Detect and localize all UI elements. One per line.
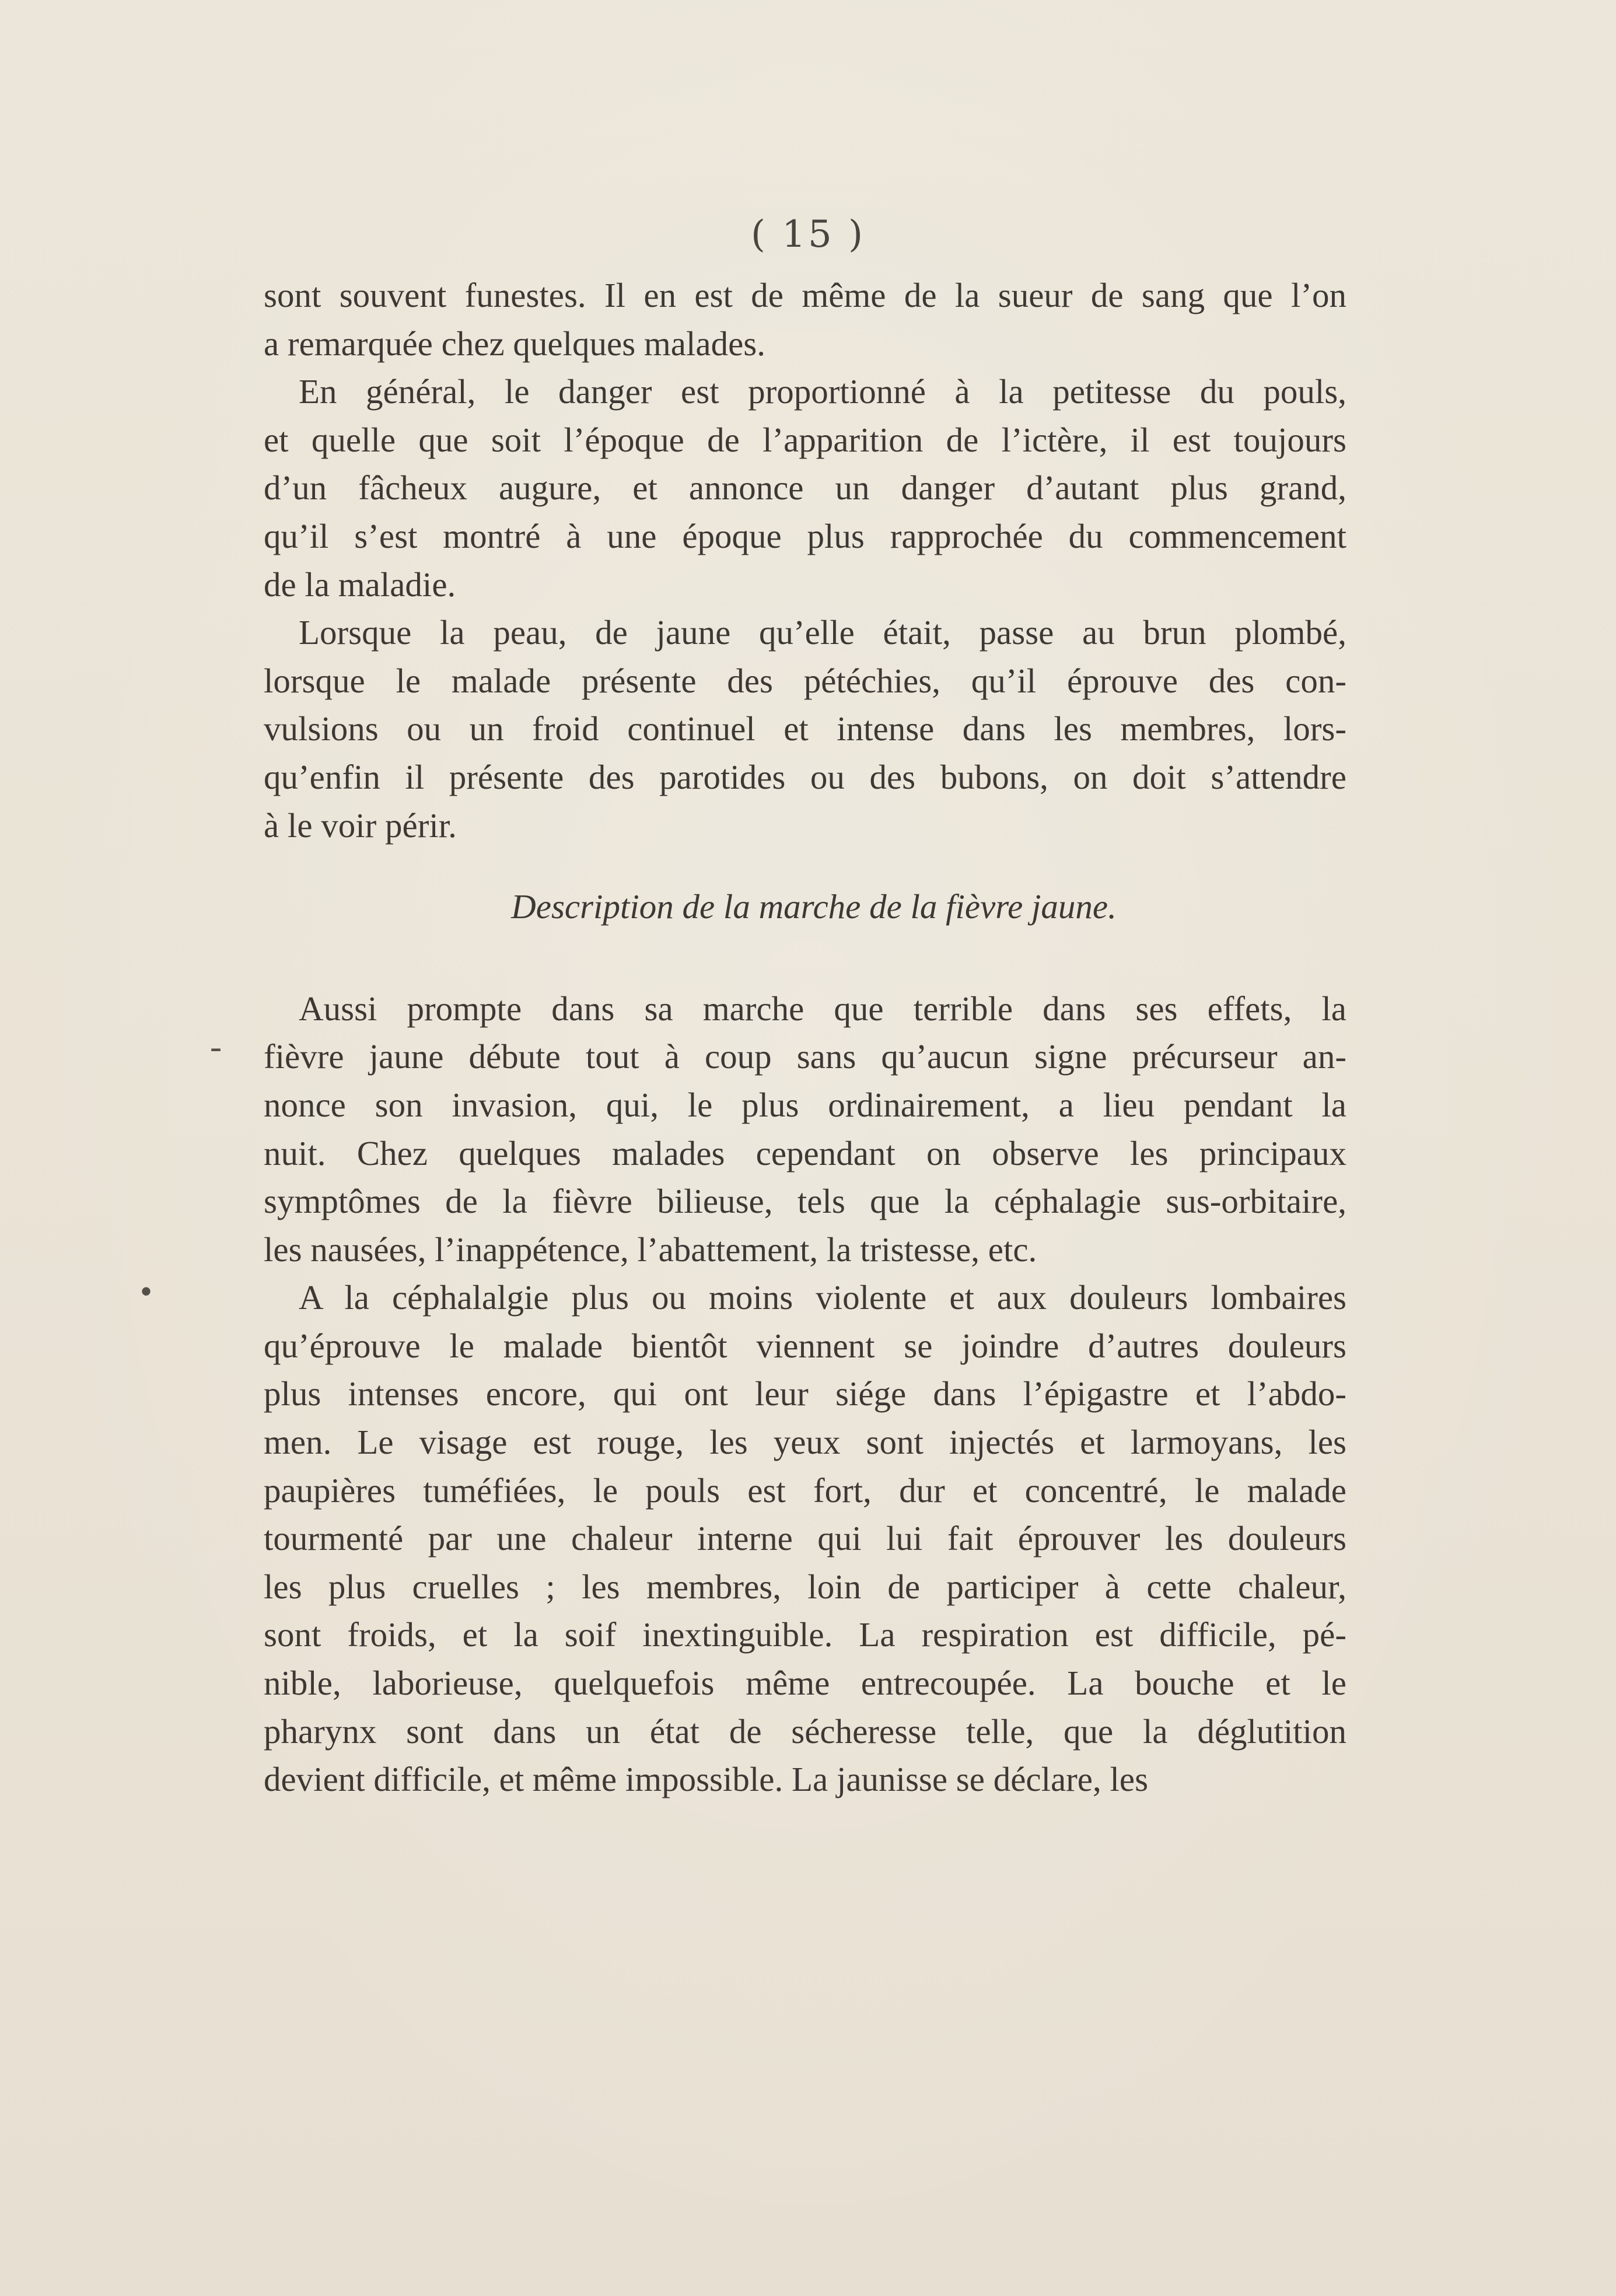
section-heading: Description de la marche de la fièvre jaune. [511, 887, 1117, 926]
text-line: symptômes de la fièvre bilieuse, tels que la céphalagie sus-orbitaire, [264, 1182, 1346, 1221]
text-line: plus intenses encore, qui ont leur siége dans l’épigastre et l’abdo- [264, 1374, 1346, 1413]
paragraphs-after-heading [264, 985, 1346, 1804]
paragraph [264, 271, 1346, 368]
text-line: a remarquée chez quelques malades. [264, 324, 765, 363]
text-line: vulsions ou un froid continuel et intense dans les membres, lors- [264, 709, 1346, 748]
body-text [264, 271, 1346, 1804]
text-line: lorsque le malade présente des pétéchies, qu’il éprouve des con- [264, 661, 1346, 700]
text-line: nible, laborieuse, quelquefois même entrecoupée. La bouche et le [264, 1664, 1346, 1703]
paragraph [264, 1273, 1346, 1804]
text-line: Aussi prompte dans sa marche que terrible dans ses effets, la [299, 989, 1346, 1028]
text-line: men. Le visage est rouge, les yeux sont injectés et larmoyans, les [264, 1423, 1346, 1462]
text-line: sont froids, et la soif inextinguible. La respiration est difficile, pé- [264, 1615, 1346, 1654]
paragraph [264, 608, 1346, 849]
text-line: En général, le danger est proportionné à la petitesse du pouls, [299, 372, 1346, 411]
text-line: tourmenté par une chaleur interne qui lui fait éprouver les douleurs [264, 1519, 1346, 1558]
text-line: nuit. Chez quelques malades cependant on observe les principaux [264, 1133, 1346, 1172]
text-line: nonce son invasion, qui, le plus ordinairement, a lieu pendant la [264, 1085, 1346, 1124]
paragraph [264, 368, 1346, 608]
text-line: fièvre jaune débute tout à coup sans qu’aucun signe précurseur an- [264, 1037, 1346, 1076]
text-line: paupières tuméfiées, le pouls est fort, dur et concentré, le malade [264, 1471, 1346, 1510]
text-line: de la maladie. [264, 565, 456, 604]
text-line: à le voir périr. [264, 806, 457, 845]
margin-mark: - [210, 1027, 222, 1066]
text-line: Lorsque la peau, de jaune qu’elle était, passe au brun plombé, [299, 613, 1346, 652]
text-line: les plus cruelles ; les membres, loin de participer à cette chaleur, [264, 1567, 1346, 1606]
text-line: pharynx sont dans un état de sécheresse telle, que la déglutition [264, 1712, 1346, 1751]
text-line: et quelle que soit l’époque de l’apparition de l’ictère, il est toujours [264, 420, 1346, 459]
text-line: les nausées, l’inappétence, l’abattement, la tristesse, etc. [264, 1230, 1037, 1269]
text-line: qu’éprouve le malade bientôt viennent se joindre d’autres douleurs [264, 1326, 1346, 1365]
text-line: A la céphalalgie plus ou moins violente et aux douleurs lombaires [299, 1278, 1346, 1317]
text-line: qu’il s’est montré à une époque plus rapprochée du commencement [264, 516, 1346, 555]
text-line: devient difficile, et même impossible. La jaunisse se déclare, les [264, 1760, 1149, 1799]
paragraph [264, 985, 1346, 1274]
text-line: d’un fâcheux augure, et annonce un danger d’autant plus grand, [264, 468, 1346, 508]
text-line: sont souvent funestes. Il en est de même de la sueur de sang que l’on [264, 276, 1346, 314]
paragraphs-before-heading [264, 271, 1346, 849]
page-number: ( 15 ) [750, 213, 866, 256]
text-line: qu’enfin il présente des parotides ou des bubons, on doit s’attendre [264, 757, 1346, 796]
margin-mark: • [140, 1272, 153, 1311]
